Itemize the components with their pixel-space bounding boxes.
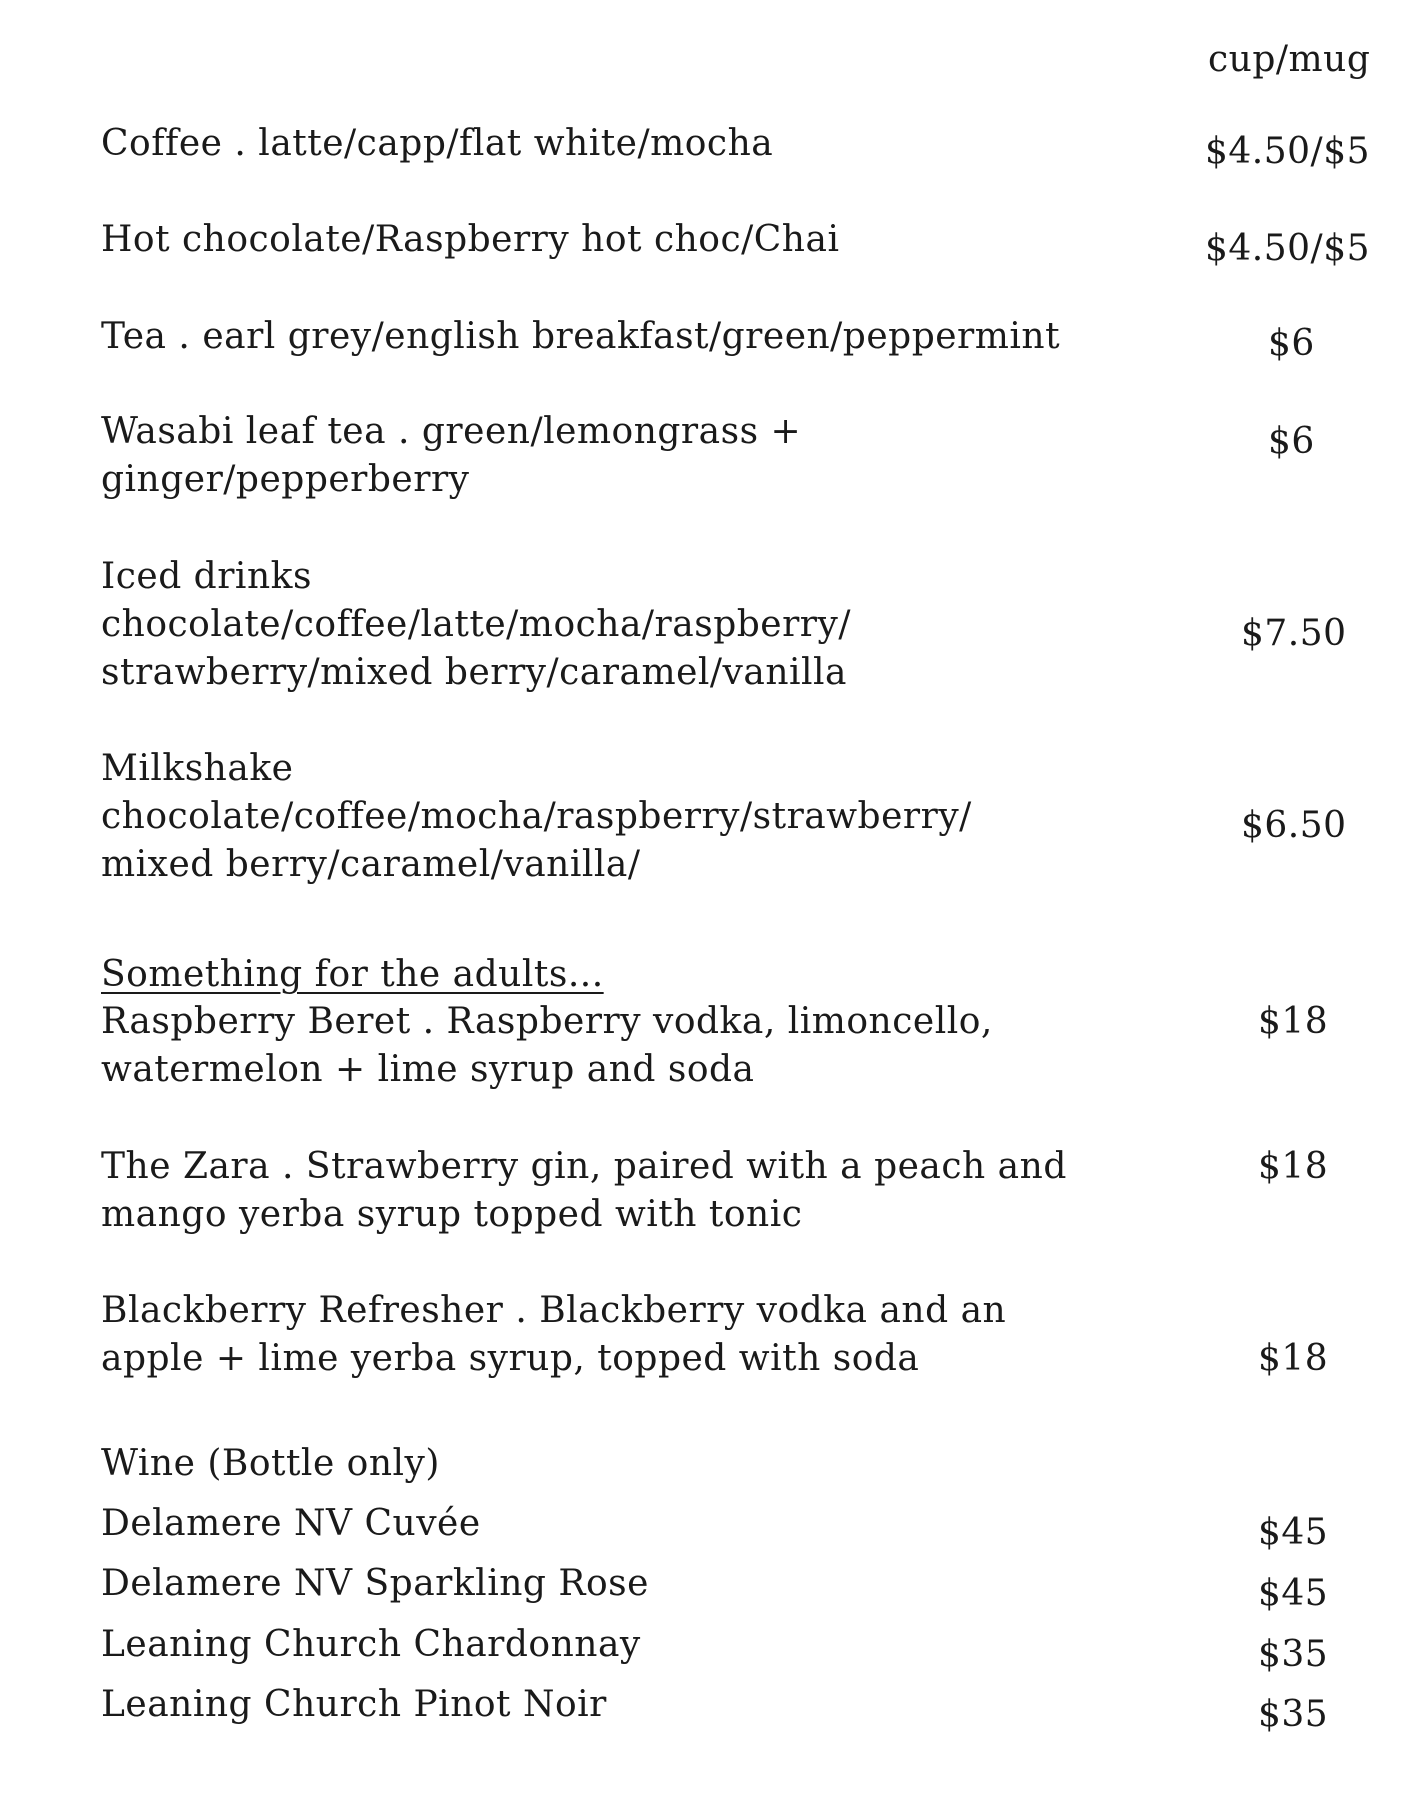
item-line: Milkshake (101, 748, 294, 789)
item-line: Raspberry Beret . Raspberry vodka, limoncello, (101, 1001, 993, 1042)
item-line: mixed berry/caramel/vanilla/ (101, 844, 641, 885)
item-line: chocolate/coffee/mocha/raspberry/strawberry/ (101, 796, 972, 837)
item-line: Iced drinks (101, 556, 312, 597)
item-line: chocolate/coffee/latte/mocha/raspberry/ (101, 604, 851, 645)
wine-price: $45 (1258, 1512, 1329, 1553)
item-price: $18 (1258, 1001, 1329, 1042)
item-price: $18 (1258, 1338, 1329, 1379)
item-line: strawberry/mixed berry/caramel/vanilla (101, 652, 848, 693)
item-line: Hot chocolate/Raspberry hot choc/Chai (101, 219, 840, 260)
size-column-label: cup/mug (1208, 39, 1371, 80)
item-price: $4.50/$5 (1205, 228, 1370, 269)
wine-name: Leaning Church Pinot Noir (101, 1684, 607, 1725)
item-line: Blackberry Refresher . Blackberry vodka and an (101, 1290, 1007, 1331)
item-line: The Zara . Strawberry gin, paired with a peach and (101, 1146, 1067, 1187)
item-price: $18 (1258, 1146, 1329, 1187)
item-price: $4.50/$5 (1205, 131, 1370, 172)
item-line: Tea . earl grey/english breakfast/green/peppermint (101, 316, 1061, 357)
item-line: watermelon + lime syrup and soda (101, 1049, 755, 1090)
item-line: ginger/pepperberry (101, 459, 470, 500)
wine-price: $45 (1258, 1573, 1329, 1614)
wine-name: Delamere NV Sparkling Rose (101, 1563, 649, 1604)
item-line: apple + lime yerba syrup, topped with soda (101, 1338, 920, 1379)
item-price: $6 (1268, 323, 1315, 364)
item-price: $7.50 (1241, 613, 1347, 654)
adults-section-heading: Something for the adults... (101, 954, 604, 995)
item-line: Coffee . latte/capp/flat white/mocha (101, 123, 774, 164)
wine-section-heading: Wine (Bottle only) (101, 1443, 440, 1484)
item-line: mango yerba syrup topped with tonic (101, 1194, 803, 1235)
wine-price: $35 (1258, 1634, 1329, 1675)
wine-price: $35 (1258, 1694, 1329, 1735)
wine-name: Delamere NV Cuvée (101, 1503, 481, 1544)
item-price: $6.50 (1241, 805, 1347, 846)
wine-name: Leaning Church Chardonnay (101, 1624, 641, 1665)
item-price: $6 (1268, 421, 1315, 462)
item-line: Wasabi leaf tea . green/lemongrass + (101, 411, 802, 452)
